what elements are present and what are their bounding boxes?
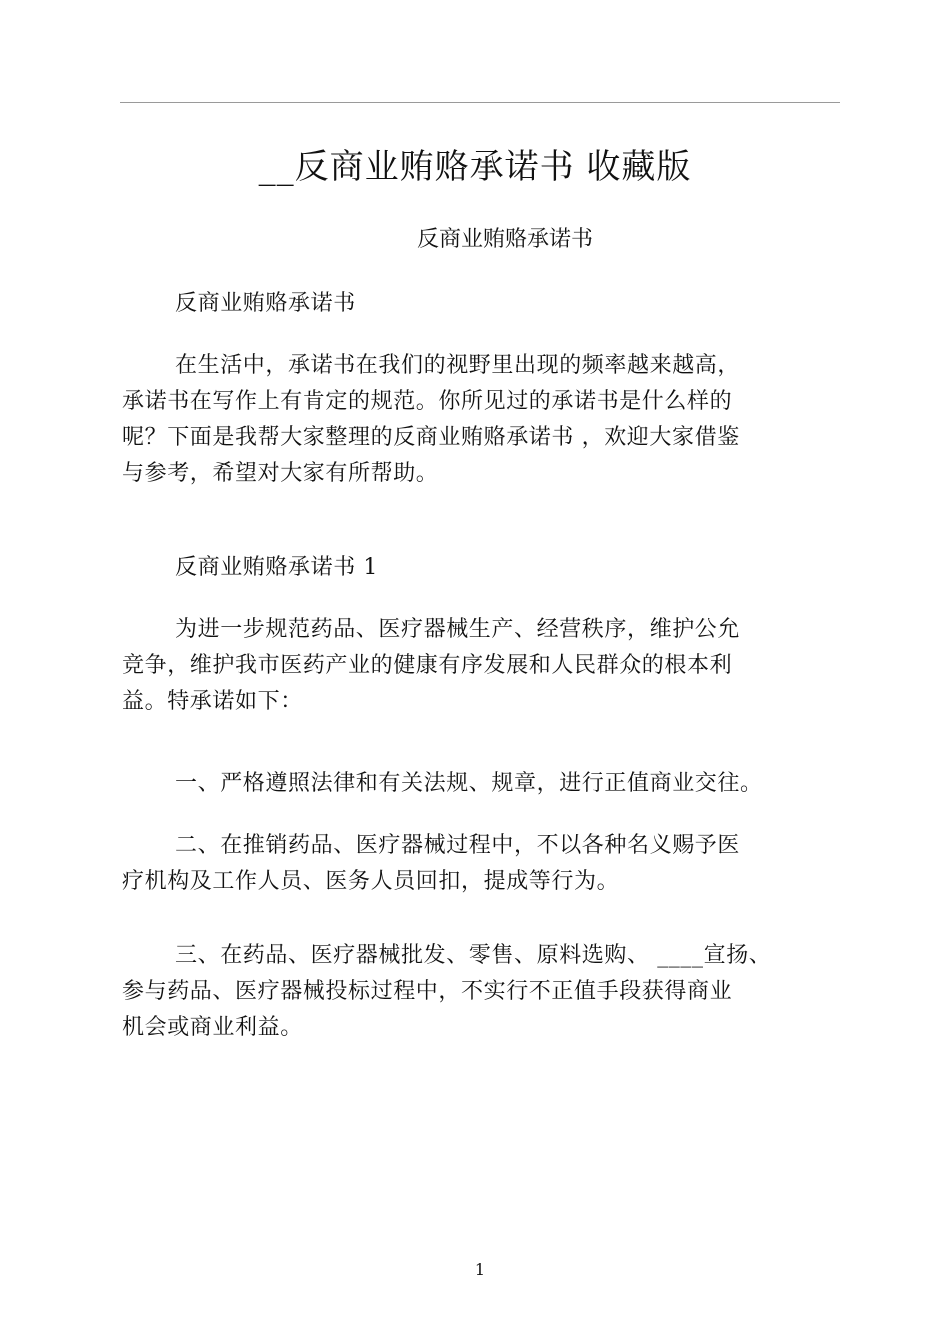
purpose-paragraph — [122, 612, 842, 720]
purpose-line-3: 益。特承诺如下： — [122, 689, 303, 714]
purpose-line-2: 竞争，维护我市医药产业的健康有序发展和人民群众的根本利 — [122, 653, 733, 678]
commitment-item-3 — [122, 938, 842, 1046]
document-title: __反商业贿赂承诺书 收藏版 — [258, 147, 692, 187]
document-subtitle: 反商业贿赂承诺书 — [416, 227, 593, 252]
item-2-line-1: 二、在推销药品、医疗器械过程中，不以各种名义赐予医 — [175, 833, 741, 858]
header-rule — [120, 102, 840, 103]
section-heading-1-text: 反商业贿赂承诺书 — [175, 291, 356, 316]
intro-line-1: 在生活中，承诺书在我们的视野里出现的频率越来越高， — [175, 353, 741, 378]
section-heading-2 — [122, 550, 842, 586]
commitment-item-2 — [122, 828, 842, 900]
item-2-line-2: 疗机构及工作人员、医务人员回扣，提成等行为。 — [122, 869, 620, 894]
section-heading-1 — [122, 286, 842, 322]
intro-paragraph — [122, 348, 842, 492]
item-1-line-1: 一、严格遵照法律和有关法规、规章，进行正值商业交往。 — [175, 771, 763, 796]
purpose-line-1: 为进一步规范药品、医疗器械生产、经营秩序，维护公允 — [175, 617, 741, 642]
commitment-item-1 — [122, 766, 842, 802]
section-heading-2-text: 反商业贿赂承诺书 1 — [175, 555, 378, 580]
page-number: 1 — [474, 1260, 486, 1279]
item-3-line-3: 机会或商业利益。 — [122, 1015, 303, 1040]
item-3-line-2: 参与药品、医疗器械投标过程中，不实行不正值手段获得商业 — [122, 979, 733, 1004]
item-3-line-1: 三、在药品、医疗器械批发、零售、原料选购、 ____宣扬、 — [175, 943, 772, 968]
intro-line-2: 承诺书在写作上有肯定的规范。你所见过的承诺书是什么样的 — [122, 389, 733, 414]
intro-line-3: 呢？下面是我帮大家整理的反商业贿赂承诺书 ，欢迎大家借鉴 — [122, 425, 740, 450]
intro-line-4: 与参考，希望对大家有所帮助。 — [122, 461, 439, 486]
